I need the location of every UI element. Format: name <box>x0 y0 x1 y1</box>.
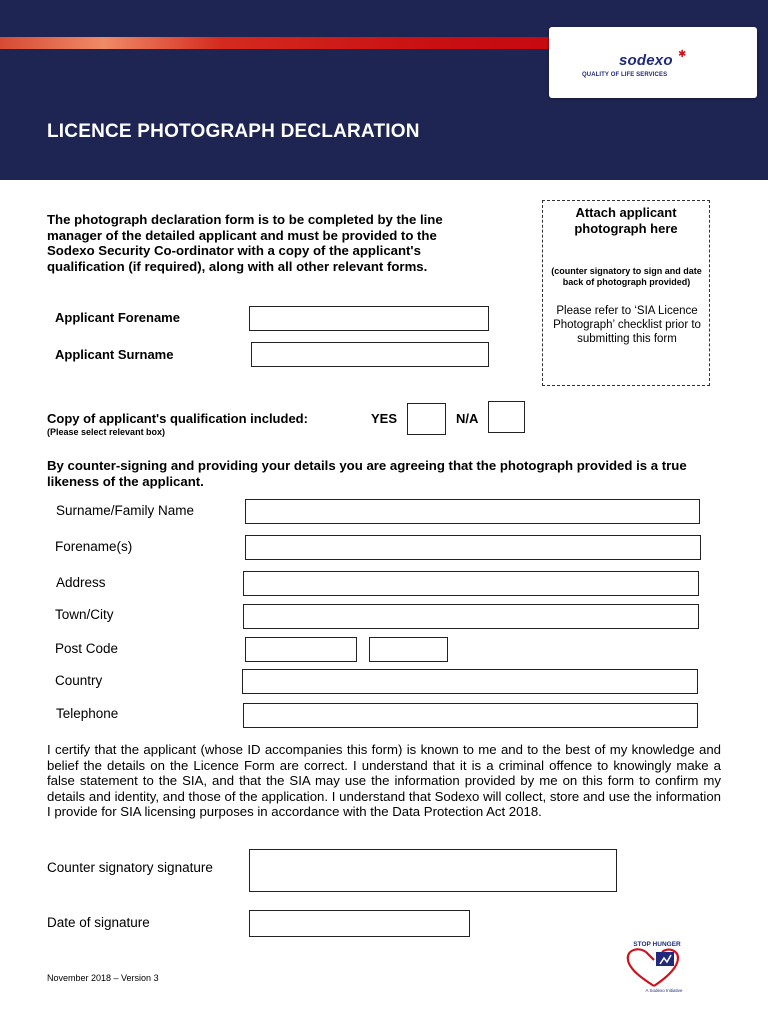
postcode-field-part2[interactable] <box>369 637 448 662</box>
yes-checkbox[interactable] <box>407 403 446 435</box>
telephone-label: Telephone <box>56 706 119 721</box>
town-label: Town/City <box>55 607 114 622</box>
forenames-field[interactable] <box>245 535 701 560</box>
photo-attach-box <box>542 200 710 386</box>
photo-box-subnote: (counter signatory to sign and date back of photograph provided) <box>551 266 702 287</box>
qualification-sublabel: (Please select relevant box) <box>47 427 166 437</box>
forenames-label: Forename(s) <box>55 539 133 554</box>
telephone-field[interactable] <box>243 703 698 728</box>
photo-box-heading: Attach applicant photograph here <box>574 205 678 236</box>
date-label: Date of signature <box>47 915 150 930</box>
town-field[interactable] <box>243 604 699 629</box>
certification-text: I certify that the applicant (whose ID accompanies this form) is known to me and to the best of my knowledge and belief the details on the Licence Form are correct. I understand that it is a criminal offence to knowingly make a false statement to the SIA, and that the SIA may use the information provided by me on this form to confirm my details and identity, and those of the application. I understand that Sodexo will collect, store and use the information I provide for SIA licensing purposes in accordance with the Data Protection Act 2018. <box>47 742 721 819</box>
photo-box-note: Please refer to ‘SIA Licence Photograph’ checklist prior to submitting this form <box>553 305 701 346</box>
applicant-forename-field[interactable] <box>249 306 489 331</box>
signature-label: Counter signatory signature <box>47 860 213 875</box>
address-label: Address <box>56 575 106 590</box>
country-label: Country <box>55 673 103 688</box>
date-field[interactable] <box>249 910 470 937</box>
surname-label: Surname/Family Name <box>56 503 195 518</box>
heart-icon <box>628 949 654 986</box>
postcode-field-part1[interactable] <box>245 637 357 662</box>
address-field[interactable] <box>243 571 699 596</box>
yes-label: YES <box>371 411 398 426</box>
country-field[interactable] <box>242 669 698 694</box>
applicant-surname-label: Applicant Surname <box>55 347 174 362</box>
stop-hunger-subtitle: A Sodexo Initiative <box>645 988 683 993</box>
sodexo-logo-wordmark: sodexo <box>619 52 673 69</box>
qualification-label: Copy of applicant's qualification included: <box>47 411 308 426</box>
applicant-forename-label: Applicant Forename <box>55 310 180 325</box>
stop-hunger-title: STOP HUNGER <box>633 941 681 948</box>
sodexo-logo-tagline: QUALITY OF LIFE SERVICES <box>582 72 668 78</box>
stop-hunger-logo <box>620 938 690 994</box>
surname-field[interactable] <box>245 499 700 524</box>
na-checkbox[interactable] <box>488 401 525 433</box>
version-footer: November 2018 – Version 3 <box>47 973 159 983</box>
sodexo-star-icon: ✱ <box>678 49 687 60</box>
intro-text: The photograph declaration form is to be completed by the line manager of the detailed applicant and must be provided to the Sodexo Security Co-ordinator with a copy of the applicant's qualification (if required), along with all other relevant forms. <box>47 212 443 274</box>
postcode-label: Post Code <box>55 641 119 656</box>
agreement-text: By counter-signing and providing your details you are agreeing that the photograph provided is a true likeness of the applicant. <box>47 458 687 489</box>
page-title: LICENCE PHOTOGRAPH DECLARATION <box>47 121 420 142</box>
applicant-surname-field[interactable] <box>251 342 489 367</box>
na-label: N/A <box>456 411 479 426</box>
signature-field[interactable] <box>249 849 617 892</box>
